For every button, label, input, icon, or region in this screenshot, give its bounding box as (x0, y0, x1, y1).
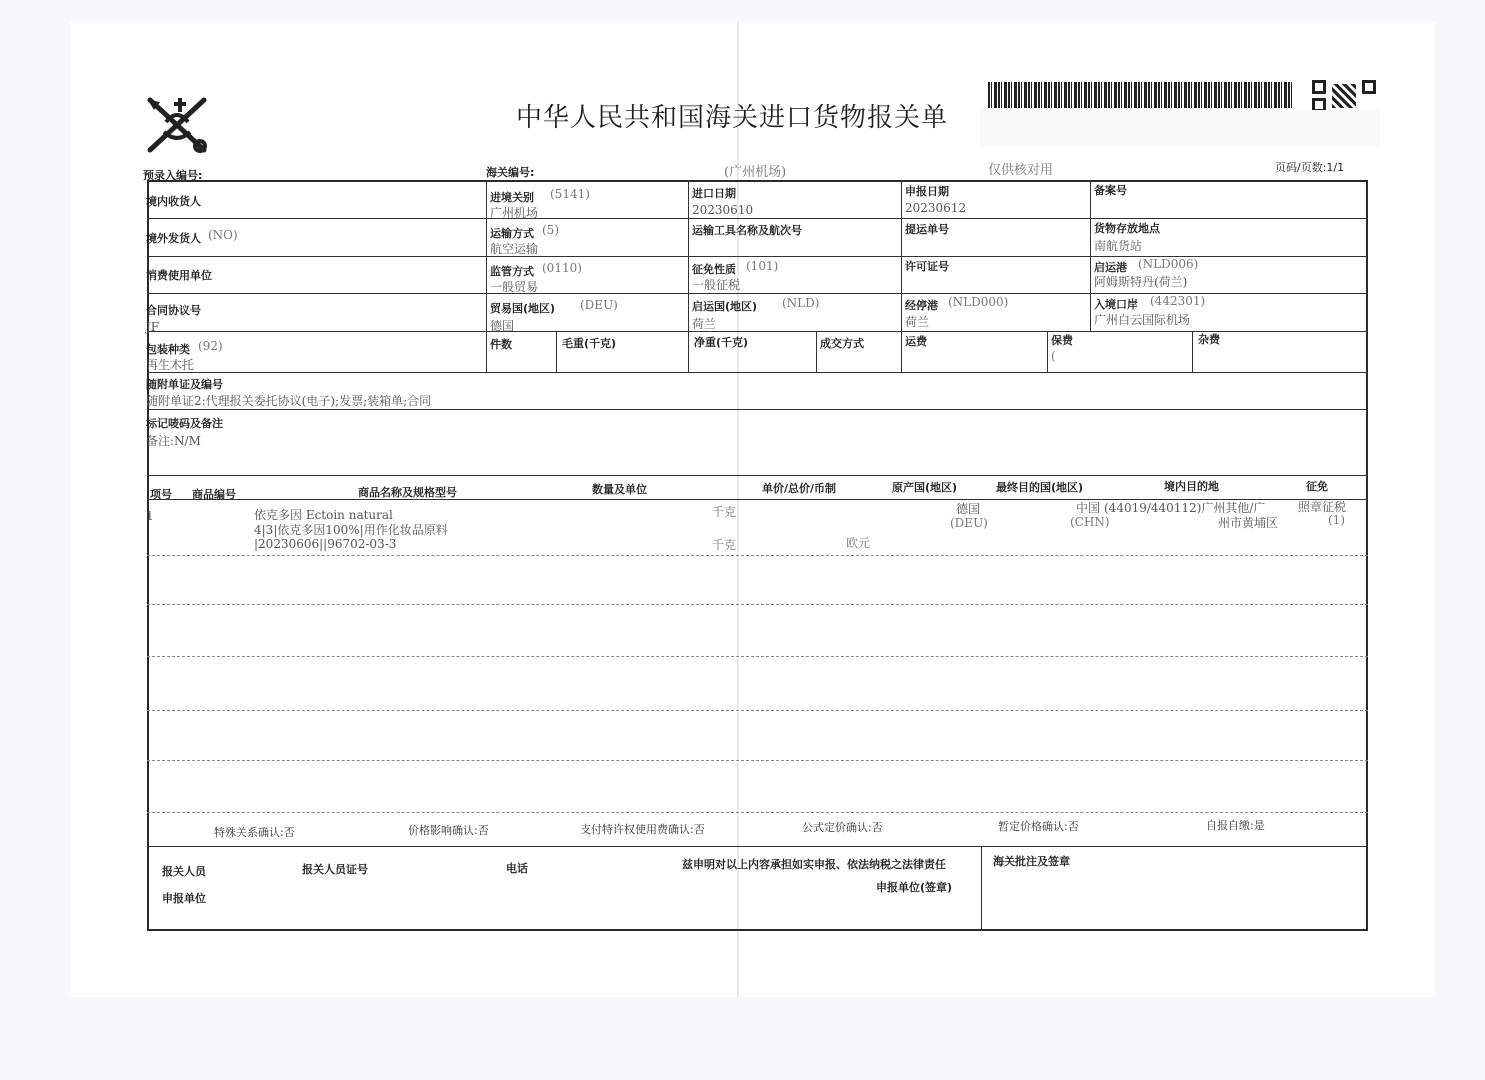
goods-name-line3: |20230606||96702-03-3 (254, 537, 397, 551)
freight-label: 运费 (905, 335, 927, 348)
goods-name-line1: 依克多因 Ectoin natural (254, 508, 393, 522)
trade-country-value: 德国 (490, 319, 515, 333)
entry-type-label: 进境关别 (490, 191, 534, 204)
row-divider (147, 846, 1368, 847)
misc-fee-label: 杂费 (1198, 333, 1220, 346)
exemption-value: 一般征税 (692, 278, 741, 292)
marks-value: 备注:N/M (146, 434, 201, 448)
goods-unit-2: 千克 (712, 538, 737, 552)
marks-label: 标记唛码及备注 (146, 417, 223, 430)
package-value: 再生木托 (146, 358, 195, 372)
declarant-cert-label: 报关人员证号 (302, 863, 368, 876)
vessel-label: 运输工具名称及航次号 (692, 224, 802, 237)
qr-code-icon (1312, 80, 1378, 112)
goods-currency: 欧元 (846, 536, 871, 550)
transport-label: 运输方式 (490, 227, 534, 240)
goods-header-origin: 原产国(地区) (892, 481, 958, 494)
storage-label: 货物存放地点 (1094, 222, 1160, 235)
pieces-label: 件数 (490, 338, 512, 351)
pre-entry-label: 预录入编号: (143, 169, 203, 182)
stop-port-label: 经停港 (905, 299, 938, 312)
col-divider (1047, 331, 1048, 372)
declarant-label: 报关人员 (162, 865, 206, 878)
goods-header-goods-code: 商品编号 (192, 488, 236, 501)
attached-docs-value: 随附单证2:代理报关委托协议(电子);发票;装箱单;合同 (146, 394, 432, 408)
package-code: (92) (198, 339, 223, 353)
goods-dest-line1: 中国 (1076, 501, 1101, 515)
entry-port-label: 入境口岸 (1094, 298, 1138, 311)
goods-levy-line1: 照章征税 (1298, 500, 1347, 514)
goods-dest-line2: (CHN) (1070, 515, 1110, 529)
page-info: 页码/页数:1/1 (1275, 161, 1345, 174)
exemption-label: 征免性质 (692, 263, 736, 276)
goods-origin-line1: 德国 (956, 502, 981, 516)
depart-port-label: 启运港 (1094, 261, 1127, 274)
goods-header-qty-unit: 数量及单位 (592, 483, 647, 496)
provisional-price-confirm: 暂定价格确认:否 (998, 820, 1079, 833)
row-divider (147, 409, 1368, 410)
record-no-label: 备案号 (1094, 184, 1127, 197)
goods-row-separator (147, 760, 1368, 761)
entry-port-code: (442301) (1150, 294, 1206, 308)
goods-unit-1: 千克 (712, 505, 737, 519)
document-title: 中华人民共和国海关进口货物报关单 (516, 103, 949, 133)
shipper-code: (NO) (208, 228, 238, 242)
insurance-label: 保费 (1051, 334, 1073, 347)
exemption-code: (101) (746, 259, 779, 273)
import-date-value: 20230610 (692, 203, 754, 217)
entry-type-value: 广州机场 (490, 206, 539, 220)
price-effect-confirm: 价格影响确认:否 (408, 824, 489, 837)
customs-approval-seal: 海关批注及签章 (993, 855, 1070, 868)
goods-header-dest-country: 最终目的国(地区) (996, 481, 1084, 494)
consumer-label: 消费使用单位 (146, 269, 212, 282)
col-divider (901, 180, 902, 372)
import-date-label: 进口日期 (692, 187, 736, 200)
goods-header-levy: 征免 (1306, 480, 1328, 493)
entry-type-code: (5141) (550, 187, 590, 201)
declare-date-value: 20230612 (905, 201, 967, 215)
transport-code: (5) (542, 223, 559, 237)
royalty-confirm: 支付特许权使用费确认:否 (580, 823, 705, 836)
col-divider (556, 331, 557, 372)
phone-label: 电话 (506, 862, 528, 875)
depart-port-value: 阿姆斯特丹(荷兰) (1094, 275, 1188, 289)
formula-price-confirm: 公式定价确认:否 (802, 821, 883, 834)
declaring-unit-label: 申报单位 (162, 892, 206, 905)
goods-row-separator (147, 656, 1368, 657)
goods-row-separator (147, 812, 1368, 813)
goods-row-separator (147, 710, 1368, 711)
shipper-label: 境外发货人 (146, 232, 201, 245)
goods-header-price: 单价/总价/币制 (762, 482, 837, 495)
transport-value: 航空运输 (490, 242, 539, 256)
supervision-label: 监管方式 (490, 265, 534, 278)
goods-levy-line2: (1) (1328, 513, 1345, 527)
goods-row-separator (147, 604, 1368, 605)
redacted-area (980, 110, 1380, 146)
declaring-unit-seal: 申报单位(签章) (876, 881, 953, 894)
origin-country-code: (NLD) (782, 296, 820, 310)
contract-label: 合同协议号 (146, 304, 201, 317)
col-divider (1090, 180, 1091, 331)
row-divider (147, 331, 1368, 332)
self-pay-confirm: 自报自缴:是 (1206, 819, 1265, 832)
stop-port-code: (NLD000) (948, 295, 1009, 309)
goods-header-domestic-dest: 境内目的地 (1164, 480, 1219, 493)
depart-port-code: (NLD006) (1138, 257, 1199, 271)
customs-office: (广州机场) (724, 165, 787, 180)
stop-port-value: 荷兰 (905, 315, 930, 329)
net-weight-label: 净重(千克) (694, 336, 749, 349)
supervision-code: (0110) (542, 261, 582, 275)
origin-country-value: 荷兰 (692, 317, 717, 331)
col-divider (688, 180, 689, 372)
verify-note: 仅供核对用 (988, 163, 1054, 178)
entry-port-value: 广州白云国际机场 (1094, 313, 1191, 327)
license-label: 许可证号 (905, 260, 949, 273)
insurance-value: ( (1051, 349, 1056, 363)
bill-label: 提运单号 (905, 223, 949, 236)
goods-domestic-line1: (44019/440112)广州其他/广 (1104, 501, 1266, 515)
declare-date-label: 申报日期 (905, 185, 949, 198)
goods-origin-line2: (DEU) (950, 516, 988, 530)
customs-no-label: 海关编号: (486, 166, 535, 179)
goods-row-separator (147, 555, 1368, 556)
gross-weight-label: 毛重(千克) (562, 337, 617, 350)
trade-country-code: (DEU) (580, 298, 618, 312)
col-divider (981, 846, 982, 931)
row-divider (147, 475, 1368, 476)
barcode (988, 82, 1292, 108)
contract-value: JF (146, 320, 160, 334)
deal-mode-label: 成交方式 (820, 337, 864, 350)
consignee-label: 境内收货人 (146, 195, 201, 208)
goods-header-name-spec: 商品名称及规格型号 (358, 486, 457, 499)
legal-statement: 兹申明对以上内容承担如实申报、依法纳税之法律责任 (682, 858, 946, 871)
trade-country-label: 贸易国(地区) (490, 302, 556, 315)
origin-country-label: 启运国(地区) (692, 300, 758, 313)
storage-value: 南航货站 (1094, 239, 1143, 253)
col-divider (816, 331, 817, 372)
col-divider (486, 180, 487, 372)
row-divider (147, 218, 1368, 219)
goods-item-no: 1 (146, 509, 154, 523)
customs-emblem-icon (140, 92, 214, 156)
special-relation-confirm: 特殊关系确认:否 (214, 826, 295, 839)
package-label: 包装种类 (146, 343, 190, 356)
row-divider (147, 372, 1368, 373)
supervision-value: 一般贸易 (490, 280, 539, 294)
goods-name-line2: 4|3|依克多因100%|用作化妆品原料 (254, 523, 448, 537)
col-divider (1192, 331, 1193, 372)
goods-domestic-line2: 州市黄埔区 (1218, 516, 1279, 530)
goods-header-item-no: 项号 (150, 488, 172, 501)
attached-docs-label: 随附单证及编号 (146, 378, 223, 391)
